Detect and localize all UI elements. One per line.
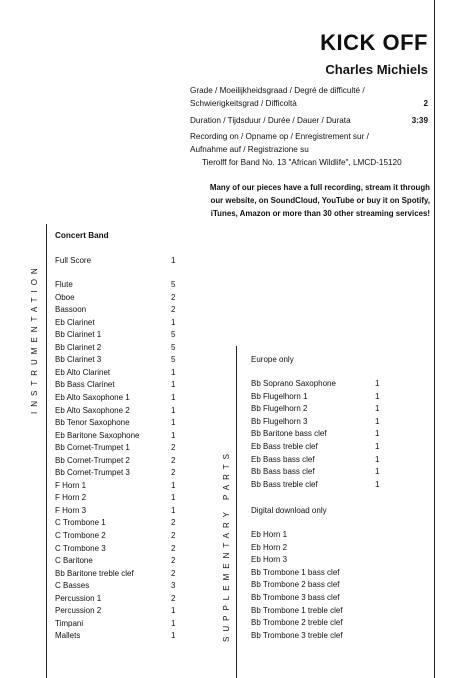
part-quantity: 1 (171, 618, 176, 628)
part-row (251, 592, 391, 604)
part-name: Bb Trombone 2 bass clef (251, 580, 340, 590)
part-row (251, 378, 391, 390)
right-border-line (434, 0, 435, 678)
part-name: Bb Bass Clarinet (55, 380, 115, 390)
part-row (55, 304, 195, 316)
promo-line: Many of our pieces have a full recording, stream it through (209, 183, 430, 192)
recording-cd: Tierolff for Band No. 13 "African Wildlife", LMCD-15120 (202, 158, 402, 167)
part-row (55, 630, 195, 642)
part-row (55, 455, 195, 467)
part-row (55, 580, 195, 592)
part-name: Bb Bass bass clef (251, 467, 315, 477)
part-name: Eb Baritone Saxophone (55, 430, 140, 440)
part-quantity: 1 (171, 392, 176, 402)
part-quantity: 5 (171, 330, 176, 340)
part-quantity: 2 (171, 292, 176, 302)
part-row (251, 403, 391, 415)
part-quantity: 1 (375, 416, 380, 426)
part-name: Bb Cornet-Trumpet 3 (55, 468, 130, 478)
part-name: C Baritone (55, 556, 93, 566)
part-row (251, 416, 391, 428)
part-name: Bb Trombone 3 treble clef (251, 630, 343, 640)
part-name: C Trombone 3 (55, 543, 106, 553)
part-quantity: 2 (171, 468, 176, 478)
part-name: Eb Alto Saxophone 2 (55, 405, 130, 415)
part-row (251, 391, 391, 403)
part-row (55, 505, 195, 517)
part-row (251, 554, 391, 566)
part-row (55, 442, 195, 454)
digital-download-heading: Digital download only (251, 506, 327, 515)
part-name: Bb Tenor Saxophone (55, 418, 130, 428)
sidebar-divider-instrumentation (46, 224, 47, 678)
part-quantity: 2 (171, 455, 176, 465)
duration-block (190, 114, 430, 127)
europe-only-heading: Europe only (251, 355, 294, 364)
part-row (55, 618, 195, 630)
part-name: Full Score (55, 256, 92, 265)
part-name: Bb Soprano Saxophone (251, 379, 336, 388)
part-name: Eb Horn 1 (251, 530, 288, 539)
part-quantity: 1 (171, 480, 176, 490)
promo-line: iTunes, Amazon or more than 30 other streaming services! (210, 209, 430, 218)
part-row (55, 317, 195, 329)
part-row (251, 441, 391, 453)
part-row (55, 417, 195, 429)
part-name: Eb Horn 2 (251, 542, 288, 552)
part-row (55, 430, 195, 442)
part-name: C Trombone 1 (55, 518, 106, 528)
part-quantity: 1 (375, 404, 380, 414)
part-row (55, 492, 195, 504)
part-name: Timpani (55, 618, 84, 628)
piece-title: KICK OFF (320, 30, 428, 55)
part-name: Bb Flugelhorn 3 (251, 416, 308, 426)
part-quantity: 1 (171, 380, 176, 390)
part-row (55, 292, 195, 304)
grade-block (190, 84, 430, 110)
part-name: F Horn 2 (55, 493, 87, 503)
part-name: Eb Alto Saxophone 1 (55, 392, 130, 402)
part-name: Bb Cornet-Trumpet 2 (55, 455, 130, 465)
part-quantity: 1 (171, 405, 176, 415)
part-row (251, 617, 391, 629)
full-score-row (55, 255, 180, 267)
part-quantity: 1 (375, 479, 380, 489)
supplementary-parts-side-label: SUPPLEMENTARY PARTS (222, 449, 231, 642)
part-row (55, 367, 195, 379)
grade-value: 2 (423, 99, 428, 108)
part-name: C Trombone 2 (55, 531, 106, 540)
part-quantity: 2 (171, 556, 176, 566)
part-name: Percussion 1 (55, 593, 102, 603)
part-name: Bb Flugelhorn 2 (251, 404, 308, 414)
part-quantity: 5 (171, 355, 176, 365)
part-quantity: 2 (171, 531, 176, 540)
part-name: Eb Clarinet (55, 317, 95, 327)
duration-label: Duration / Tijdsduur / Durée / Dauer / Durata (190, 116, 351, 125)
part-row (55, 392, 195, 404)
sidebar-divider-supplementary (236, 346, 237, 678)
part-quantity: 1 (375, 429, 380, 439)
part-name: Oboe (55, 292, 75, 302)
part-quantity: 3 (171, 581, 176, 591)
part-name: Bb Trombone 3 bass clef (251, 593, 340, 602)
part-row (251, 466, 391, 478)
part-name: Eb Horn 3 (251, 555, 288, 565)
part-quantity: 1 (171, 606, 176, 616)
part-quantity: 5 (171, 280, 176, 289)
part-quantity: 1 (171, 430, 176, 440)
part-name: F Horn 3 (55, 505, 87, 515)
part-name: Bb Clarinet 1 (55, 330, 102, 340)
part-quantity: 1 (375, 467, 380, 477)
part-row (55, 593, 195, 605)
part-row (251, 579, 391, 591)
part-quantity: 2 (171, 543, 176, 553)
part-quantity: 2 (171, 518, 176, 528)
instrumentation-side-label: INSTRUMENTATION (30, 263, 39, 414)
part-name: Bb Trombone 1 bass clef (251, 567, 340, 577)
part-name: Bb Clarinet 3 (55, 355, 102, 365)
part-quantity: 2 (171, 593, 176, 603)
part-row (251, 567, 391, 579)
part-quantity: 1 (171, 505, 176, 515)
part-name: Bb Baritone bass clef (251, 429, 327, 439)
part-row (251, 630, 391, 642)
part-name: Bb Bass treble clef (251, 479, 318, 489)
part-row (55, 342, 195, 354)
part-row (55, 555, 195, 567)
part-quantity: 1 (171, 367, 176, 377)
recording-label-line2: Aufnahme auf / Registrazione su (190, 145, 309, 154)
part-name: Percussion 2 (55, 606, 102, 616)
part-name: Eb Bass bass clef (251, 454, 315, 464)
recording-block (190, 130, 430, 169)
grade-label-line1: Grade / Moeilijkheidsgraad / Degré de difficulté / (190, 86, 365, 95)
part-name: Mallets (55, 631, 81, 641)
part-quantity: 1 (375, 454, 380, 464)
part-name: Eb Bass treble clef (251, 442, 318, 451)
part-row (55, 405, 195, 417)
part-quantity: 1 (171, 493, 176, 503)
part-row (251, 428, 391, 440)
part-name: C Basses (55, 581, 90, 591)
part-row (251, 454, 391, 466)
part-name: Bb Cornet-Trumpet 1 (55, 443, 130, 453)
part-row (251, 542, 391, 554)
part-name: Flute (55, 280, 73, 289)
part-name: Bb Baritone treble clef (55, 568, 134, 578)
part-name: Bassoon (55, 305, 87, 315)
part-row (251, 479, 391, 491)
part-name: F Horn 1 (55, 480, 87, 490)
concert-band-heading: Concert Band (55, 231, 109, 240)
part-quantity: 1 (375, 379, 380, 388)
part-row (55, 329, 195, 341)
part-name: Bb Trombone 1 treble clef (251, 605, 343, 615)
part-row (55, 467, 195, 479)
part-name: Eb Alto Clarinet (55, 367, 111, 377)
promo-line: our website, on SoundCloud, YouTube or buy it on Spotify, (210, 196, 430, 205)
part-row (251, 605, 391, 617)
part-row (55, 568, 195, 580)
part-row (55, 379, 195, 391)
part-row (55, 279, 195, 291)
part-quantity: 2 (171, 305, 176, 315)
recording-label-line1: Recording on / Opname op / Enregistrement sur / (190, 132, 369, 141)
part-quantity: 1 (171, 631, 176, 641)
grade-label-line2: Schwierigkeitsgrad / Difficoltà (190, 99, 297, 108)
part-quantity: 1 (375, 442, 380, 451)
part-quantity: 1 (171, 256, 176, 265)
duration-value: 3:39 (411, 116, 428, 125)
part-name: Bb Clarinet 2 (55, 342, 102, 352)
part-row (55, 543, 195, 555)
part-quantity: 1 (171, 418, 176, 428)
part-name: Bb Flugelhorn 1 (251, 391, 308, 401)
part-row (55, 354, 195, 366)
part-quantity: 1 (375, 391, 380, 401)
part-quantity: 2 (171, 568, 176, 578)
part-quantity: 1 (171, 317, 176, 327)
composer-name: Charles Michiels (325, 62, 428, 77)
part-quantity: 5 (171, 342, 176, 352)
part-row (55, 605, 195, 617)
part-row (55, 517, 195, 529)
part-name: Bb Trombone 2 treble clef (251, 618, 343, 628)
streaming-promo (192, 181, 430, 220)
part-row (55, 530, 195, 542)
part-quantity: 2 (171, 443, 176, 453)
part-row (55, 480, 195, 492)
part-row (251, 529, 391, 541)
